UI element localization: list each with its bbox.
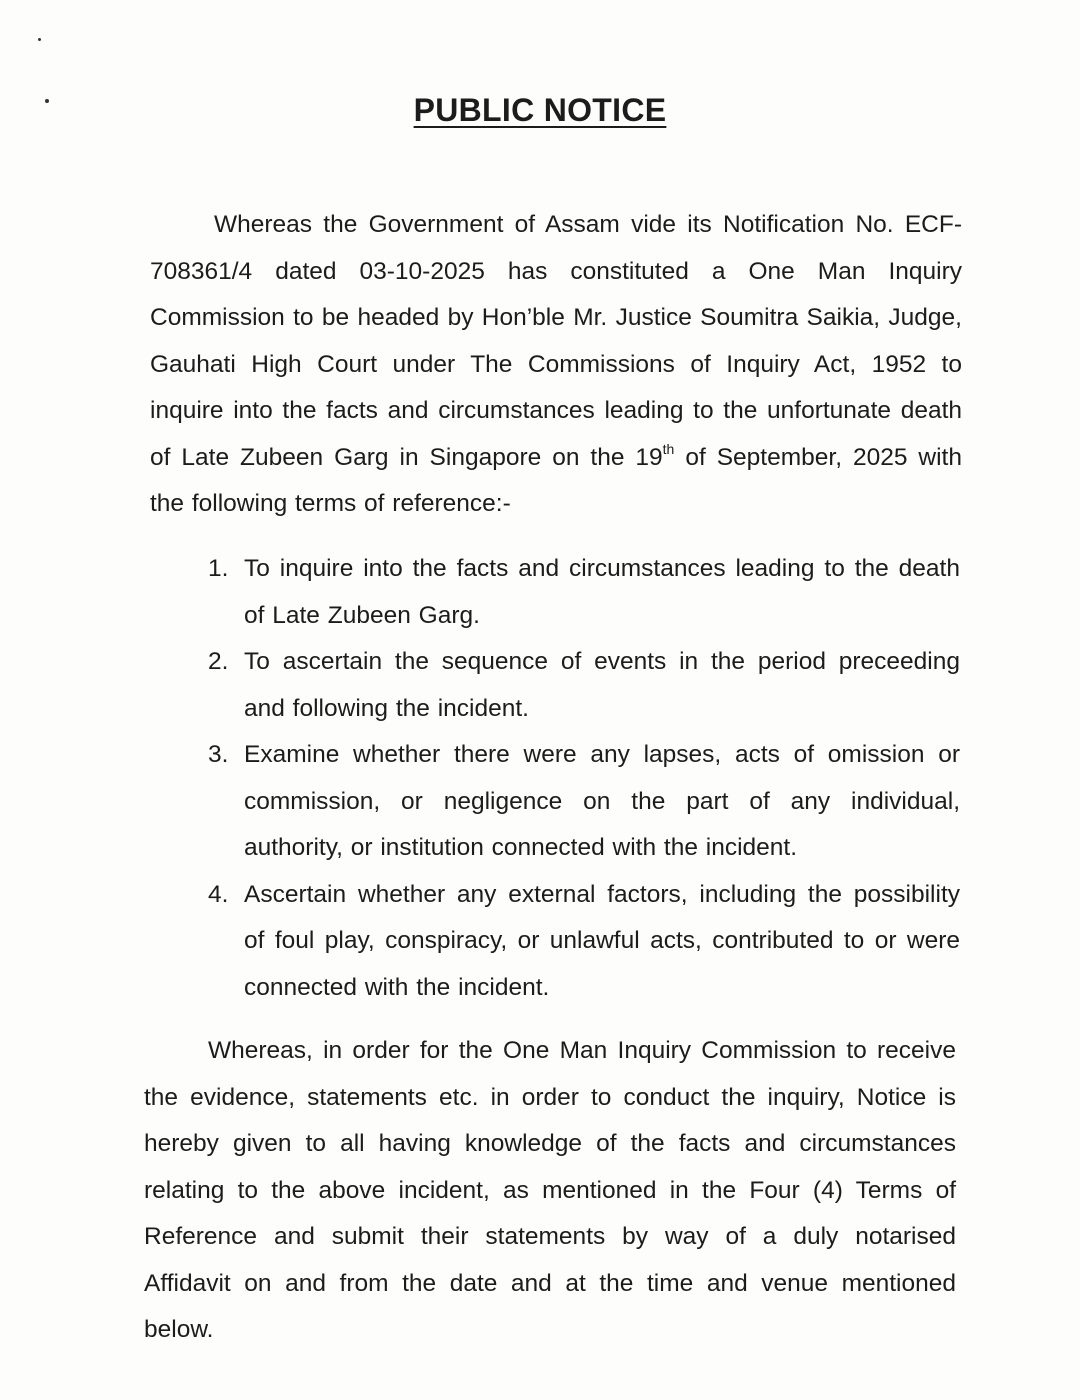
term-number: 1. — [208, 555, 229, 582]
term-text: Ascertain whether any external factors, including the possibility of foul play, conspiracy, or unlawful acts, contributed to or were connected with the incident. — [244, 880, 960, 1001]
term-text: To inquire into the facts and circumstances leading to the death of Late Zubeen Garg. — [244, 555, 960, 629]
scan-speck — [38, 38, 41, 41]
preamble-text: Whereas the Government of Assam vide its Notification No. ECF-708361/4 dated 03-10-2025 has constituted a One Man Inquiry Commission to be headed by Hon’ble Mr. Justice Soumitra Saikia, Judge, Gauhati High Court under The Commissions of Inquiry Act, 1952 to inquire into the facts and circumstances leading to the unfortunate death of Late Zubeen Garg in Singapore on the 19 — [150, 211, 962, 471]
notice-text: Whereas, in order for the One Man Inquiry Commission to receive the evidence, statements etc. in order to conduct the inquiry, Notice is hereby given to all having knowledge of the facts and circumstances relating to the above incident, as mentioned in the Four (4) Terms of Reference and submit their statements by way of a duly notarised Affidavit on and from the date and at the time and venue mentioned below. — [144, 1037, 956, 1343]
term-item — [208, 639, 960, 732]
term-item — [208, 546, 960, 639]
notice-paragraph — [144, 1028, 956, 1354]
notice-title-text: PUBLIC NOTICE — [413, 92, 667, 128]
preamble-paragraph — [150, 202, 962, 528]
term-number: 2. — [208, 648, 229, 675]
terms-of-reference-list — [208, 546, 960, 1011]
term-text: Examine whether there were any lapses, acts of omission or commission, or negligence on the part of any individual, authority, or institution connected with the incident. — [244, 741, 960, 861]
term-number: 4. — [208, 880, 229, 908]
term-text: To ascertain the sequence of events in the period preceeding and following the incident. — [244, 648, 960, 722]
term-item — [208, 732, 960, 872]
notice-title — [0, 92, 1080, 129]
term-item — [208, 872, 960, 1012]
term-number: 3. — [208, 741, 229, 768]
ordinal-suffix: th — [662, 440, 675, 457]
preamble-text-end: of September, 2025 with the following terms of reference:- — [150, 443, 962, 517]
